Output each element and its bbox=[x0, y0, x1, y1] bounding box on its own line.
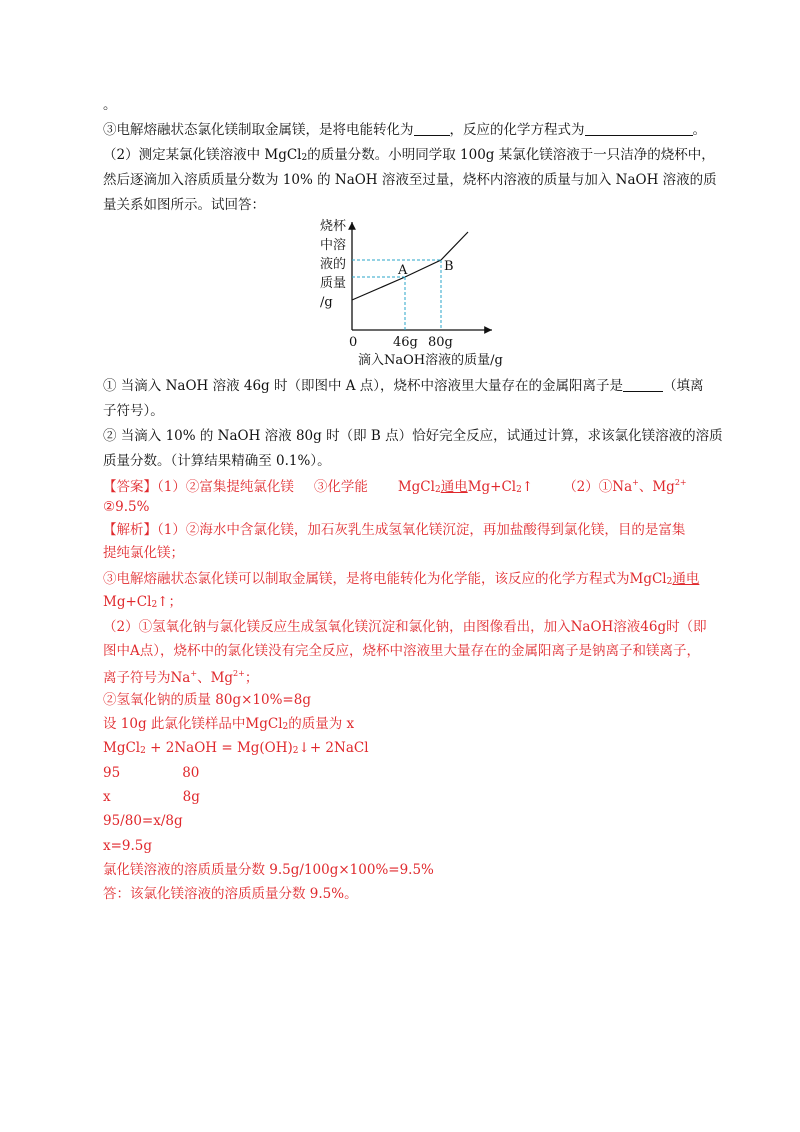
text: MgCl bbox=[103, 740, 141, 756]
x-axis-label: 滴入NaOH溶液的质量/g bbox=[358, 353, 503, 368]
text-line bbox=[103, 401, 164, 421]
text: 95/80=x/8g bbox=[103, 813, 183, 829]
subscript: 2 bbox=[301, 153, 308, 163]
text-line bbox=[103, 95, 117, 115]
superscript: 2+ bbox=[674, 478, 687, 487]
analysis-line bbox=[103, 836, 152, 856]
y-label-line: 中溶 bbox=[320, 238, 347, 253]
text: ； bbox=[244, 670, 259, 686]
text: 80 bbox=[182, 765, 200, 781]
text: Mg+Cl bbox=[467, 479, 517, 495]
text: 离子符号为Na bbox=[103, 670, 191, 686]
text: ，反应的化学方程式为 bbox=[449, 122, 585, 138]
answer-tag: 【答案】 bbox=[103, 479, 157, 495]
text: x bbox=[103, 789, 111, 805]
text: + 2NaOH = Mg(OH) bbox=[145, 740, 293, 756]
answer-blank bbox=[414, 121, 450, 136]
text: 子符号）。 bbox=[103, 403, 164, 419]
text-line bbox=[103, 170, 717, 190]
text: （1）②富集提纯氯化镁 bbox=[157, 479, 294, 495]
text: 。 bbox=[103, 97, 117, 113]
text: 然后逐滴加入溶质质量分数为 10% 的 NaOH 溶液至过量，烧杯内溶液的质量与加入 NaOH 溶液的质 bbox=[103, 172, 717, 188]
x-tick-label: 80g bbox=[428, 335, 453, 350]
text: 、Mg bbox=[197, 670, 234, 686]
text: MgCl bbox=[397, 479, 435, 495]
text-line bbox=[103, 376, 704, 396]
analysis-line bbox=[103, 641, 700, 661]
analysis-line bbox=[103, 860, 434, 880]
text: ②氢氧化钠的质量 80g×10%=8g bbox=[103, 692, 311, 708]
text: （2）①氢氧化钠与氯化镁反应生成氢氧化镁沉淀和氯化钠，由图像看出，加入NaOH溶液46g时（即 bbox=[103, 619, 707, 635]
text: x=9.5g bbox=[103, 838, 153, 854]
superscript: + bbox=[190, 669, 198, 678]
y-label-line: 液的 bbox=[320, 257, 347, 272]
text: ↓+ 2NaCl bbox=[298, 740, 369, 756]
y-label-line: /g bbox=[320, 295, 333, 310]
graph-svg bbox=[300, 212, 520, 372]
text: 图中A点），烧杯中的氯化镁没有完全反应，烧杯中溶液里大量存在的金属阳离子是钠离子和镁离子， bbox=[103, 643, 700, 659]
subscript: 2 bbox=[666, 577, 673, 587]
text: ① 当滴入 NaOH 溶液 46g 时（即图中 A 点），烧杯中溶液里大量存在的金属阳离子是 bbox=[103, 378, 624, 394]
text: （填离 bbox=[663, 378, 704, 394]
analysis-tag: 【解析】 bbox=[103, 522, 157, 538]
mass-graph bbox=[300, 212, 520, 372]
subscript: 2 bbox=[516, 485, 522, 495]
text: 的质量分数。小明同学取 100g 某氯化镁溶液于一只洁净的烧杯中， bbox=[307, 147, 715, 163]
text: （2）①Na bbox=[563, 479, 633, 495]
analysis-line bbox=[103, 569, 699, 592]
text: ③化学能 bbox=[313, 479, 368, 495]
reaction-condition: 通电 bbox=[440, 479, 468, 495]
point-label-a: A bbox=[398, 263, 408, 278]
text: ②9.5% bbox=[103, 499, 150, 515]
analysis-line bbox=[103, 520, 685, 540]
y-label-line: 烧杯 bbox=[320, 219, 347, 234]
text: ② 当滴入 10% 的 NaOH 溶液 80g 时（即 B 点）恰好完全反应，试通过计算，求该氯化镁溶液的溶质 bbox=[103, 428, 723, 444]
analysis-line bbox=[103, 714, 354, 737]
analysis-line bbox=[103, 738, 369, 761]
text: ③电解熔融状态氯化镁可以制取金属镁，是将电能转化为化学能，该反应的化学方程式为MgCl bbox=[103, 571, 667, 587]
text: 量关系如图所示。试回答： bbox=[103, 197, 265, 213]
answer-blank bbox=[585, 121, 693, 136]
answer-blank bbox=[623, 377, 663, 392]
text: ③电解熔融状态氯化镁制取金属镁，是将电能转化为 bbox=[103, 122, 414, 138]
analysis-line bbox=[103, 664, 258, 688]
text: 氯化镁溶液的溶质质量分数 9.5g/100g×100%=9.5% bbox=[103, 862, 434, 878]
x-tick-label: 0 bbox=[349, 335, 358, 350]
text: 设 10g 此氯化镁样品中MgCl bbox=[103, 716, 283, 732]
text: 、Mg bbox=[638, 479, 675, 495]
text: ↑ bbox=[521, 479, 534, 495]
text: 8g bbox=[182, 789, 200, 805]
subscript: 2 bbox=[140, 746, 146, 756]
point-label-b: B bbox=[444, 259, 454, 274]
x-tick-label: 46g bbox=[393, 335, 418, 350]
analysis-line bbox=[103, 811, 183, 831]
text: 答：该氯化镁溶液的溶质质量分数 9.5%。 bbox=[103, 886, 358, 902]
subscript: 2 bbox=[282, 722, 289, 732]
analysis-line bbox=[103, 787, 200, 807]
reaction-condition: 通电 bbox=[672, 571, 700, 587]
text-line bbox=[103, 120, 706, 140]
subscript: 2 bbox=[434, 485, 441, 495]
text-line bbox=[103, 195, 265, 215]
text: 质量分数。（计算结果精确至 0.1%）。 bbox=[103, 453, 331, 469]
text: 的质量为 x bbox=[288, 716, 355, 732]
subscript: 2 bbox=[151, 600, 158, 610]
analysis-line bbox=[103, 763, 199, 783]
text: （1）②海水中含氯化镁，加石灰乳生成氢氧化镁沉淀，再加盐酸得到氯化镁，目的是富集 bbox=[157, 522, 686, 538]
text: Mg+Cl bbox=[103, 594, 152, 610]
text-line bbox=[103, 451, 331, 471]
text: 95 bbox=[103, 765, 121, 781]
superscript: 2+ bbox=[233, 669, 245, 678]
analysis-line bbox=[103, 884, 358, 904]
answer-line bbox=[103, 497, 149, 517]
text: ↑； bbox=[157, 594, 182, 610]
text: （2）测定某氯化镁溶液中 MgCl bbox=[103, 147, 302, 163]
text-line bbox=[103, 426, 723, 446]
subscript: 2 bbox=[292, 746, 299, 756]
analysis-line bbox=[103, 592, 182, 615]
analysis-line bbox=[103, 617, 707, 637]
superscript: + bbox=[632, 478, 639, 487]
text-line bbox=[103, 145, 715, 168]
text: 。 bbox=[692, 122, 706, 138]
text: 提纯氯化镁； bbox=[103, 545, 184, 561]
y-label-line: 质量 bbox=[320, 276, 347, 291]
analysis-line bbox=[103, 690, 311, 710]
answer-line bbox=[103, 473, 687, 500]
analysis-line bbox=[103, 543, 184, 563]
